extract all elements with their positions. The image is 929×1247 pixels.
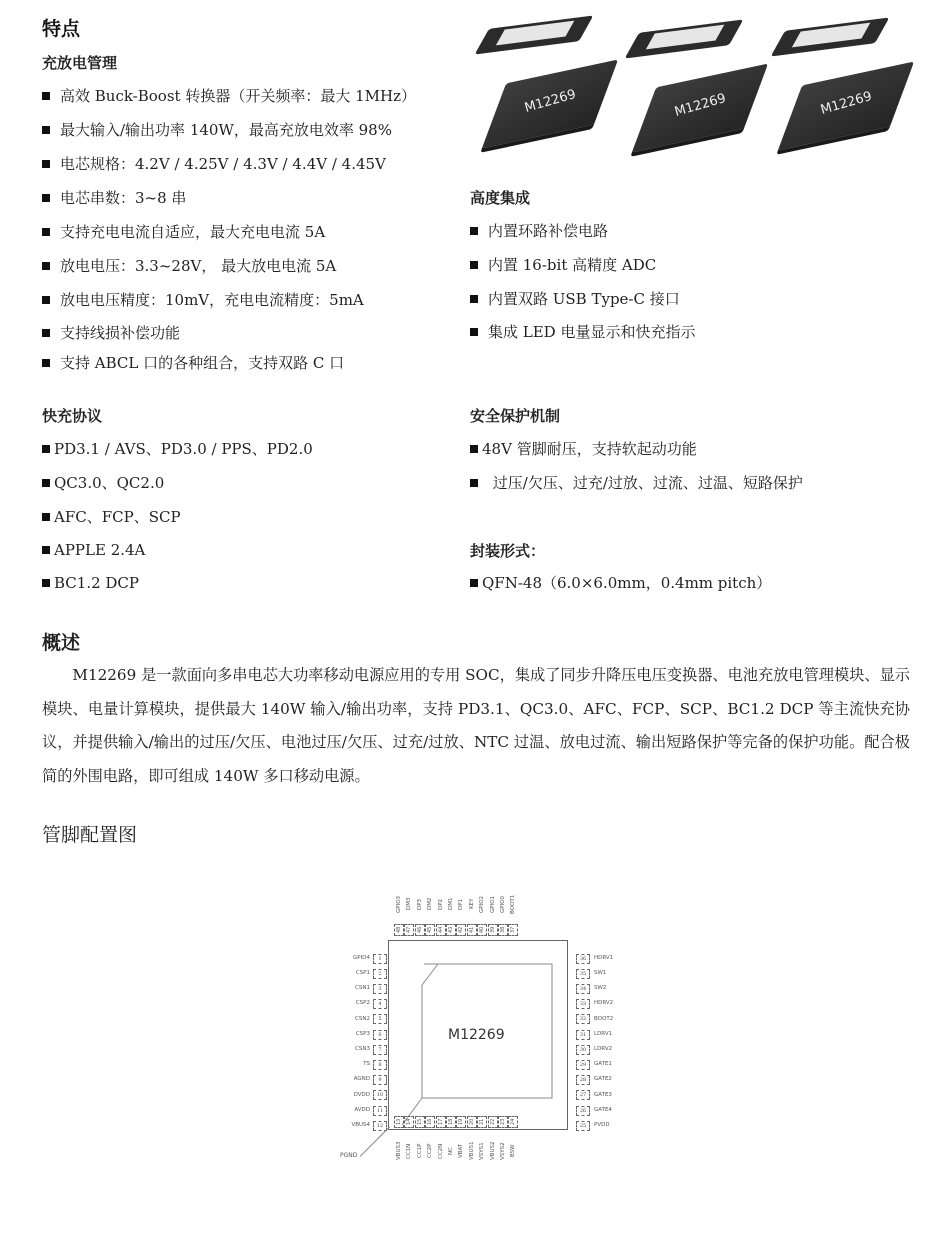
list-item: 过压/欠压、过充/过放、过流、过温、短路保护 bbox=[470, 473, 803, 507]
pin-col bbox=[508, 1116, 518, 1176]
bullet-icon bbox=[42, 329, 50, 337]
overview-paragraph: M12269 是一款面向多串电芯大功率移动电源应用的专用 SOC，集成了同步升降压电压变换器、电池充放电管理模块、显示模块、电量计算模块，提供最大 140W 输入/输出功率，支持 PD3.1、QC3.0、AFC、FCP、SCP、BC1.2 DCP 等主流快充协议，并提供输入/输出的过压/欠压、电池过压/欠压、过充/过放、NTC 过温、放电过流、输出短路保护等完备的保护功能。配合极简的外围电路，即可组成 140W 多口移动电源。 bbox=[42, 666, 910, 785]
pin-number: 22 bbox=[488, 1116, 498, 1128]
pin-col bbox=[436, 890, 446, 940]
pin-name: VBUS3 bbox=[396, 1141, 402, 1161]
bullet-icon bbox=[42, 513, 50, 521]
pin-number: 41 bbox=[467, 924, 477, 936]
pin-number: 33 bbox=[576, 999, 590, 1009]
pin-name: CSP3 bbox=[355, 1030, 370, 1037]
list-item: 内置环路补偿电路 bbox=[470, 221, 695, 255]
pin-number: 11 bbox=[373, 1106, 387, 1116]
charge-mgmt-list bbox=[42, 86, 416, 383]
pin-col bbox=[498, 890, 508, 940]
bullet-icon bbox=[470, 445, 478, 453]
pin-name: VSYS1 bbox=[479, 1142, 486, 1160]
bullet-icon bbox=[42, 296, 50, 304]
pin-name: SW2 bbox=[594, 985, 607, 992]
pin-number: 30 bbox=[576, 1045, 590, 1055]
pin-number: 47 bbox=[404, 924, 414, 936]
package-heading: 封装形式： bbox=[470, 542, 546, 560]
list-item: APPLE 2.4A bbox=[42, 540, 313, 573]
pin-name: GATE1 bbox=[594, 1061, 612, 1068]
pin-col bbox=[498, 1116, 508, 1176]
bullet-icon bbox=[470, 227, 478, 235]
pinout-title: 管脚配置图 bbox=[42, 824, 138, 846]
pin-col bbox=[508, 890, 518, 940]
pin-number: 39 bbox=[488, 924, 498, 936]
pin-name: CC1P bbox=[416, 1143, 423, 1159]
pin-number: 40 bbox=[477, 924, 487, 936]
pin-col bbox=[467, 1116, 477, 1176]
pin-name: GATE3 bbox=[594, 1091, 612, 1098]
pin-row bbox=[330, 1070, 388, 1085]
pin-name: CC1N bbox=[406, 1143, 413, 1159]
pin-name: GATE4 bbox=[594, 1106, 612, 1113]
pin-number: 32 bbox=[576, 1014, 590, 1024]
pin-name: DM3 bbox=[406, 897, 413, 911]
pin-row bbox=[330, 1024, 388, 1039]
pin-col bbox=[404, 1116, 414, 1176]
pin-row bbox=[576, 1039, 636, 1054]
pin-name: HDRV1 bbox=[594, 954, 614, 961]
bullet-icon bbox=[470, 479, 478, 487]
pin-name: GPIO1 bbox=[489, 895, 496, 913]
pin-number: 25 bbox=[576, 1121, 590, 1131]
features-title: 特点 bbox=[42, 18, 81, 40]
pin-col bbox=[456, 890, 466, 940]
bullet-icon bbox=[42, 92, 50, 100]
list-item: QC3.0、QC2.0 bbox=[42, 473, 313, 507]
pin-name: BOOT1 bbox=[510, 894, 517, 914]
list-item: 支持充电电流自适应，最大充电电流 5A bbox=[42, 222, 416, 256]
pin-number: 10 bbox=[373, 1090, 387, 1100]
list-item: 放电电压：3.3~28V， 最大放电电流 5A bbox=[42, 256, 416, 290]
chip-label: M12269 bbox=[448, 1027, 505, 1043]
pin-number: 17 bbox=[436, 1116, 446, 1128]
pin-name: CC2P bbox=[427, 1143, 434, 1159]
pin-row bbox=[576, 994, 636, 1009]
pin-number: 48 bbox=[394, 924, 404, 936]
pin-name: VBUS1 bbox=[468, 1141, 475, 1161]
pin-row bbox=[330, 948, 388, 963]
pin-name: GPIO0 bbox=[500, 895, 506, 913]
pin-col bbox=[446, 1116, 456, 1176]
pin-number: 23 bbox=[498, 1116, 508, 1128]
pin-col bbox=[488, 1116, 498, 1176]
pin-name: CSN2 bbox=[355, 1015, 370, 1022]
pin-row bbox=[330, 1009, 388, 1024]
pin-number: 35 bbox=[576, 969, 590, 979]
integration-list bbox=[470, 221, 695, 355]
pin-number: 3 bbox=[373, 984, 387, 994]
pin-col bbox=[467, 890, 477, 940]
list-item: BC1.2 DCP bbox=[42, 573, 313, 606]
bullet-icon bbox=[42, 262, 50, 270]
pin-col bbox=[425, 890, 435, 940]
pin-number: 43 bbox=[446, 924, 456, 936]
pin-name: VBAT bbox=[458, 1143, 465, 1159]
list-item: 集成 LED 电量显示和快充指示 bbox=[470, 322, 695, 355]
pin-name: VSYS2 bbox=[500, 1142, 506, 1160]
pin-name: BOOT2 bbox=[594, 1015, 614, 1022]
pin-row bbox=[576, 1054, 636, 1069]
pin-number: 36 bbox=[576, 954, 590, 964]
package-list bbox=[470, 573, 771, 603]
pin-number: 8 bbox=[373, 1060, 387, 1070]
bullet-icon bbox=[470, 579, 478, 587]
bullet-icon bbox=[470, 328, 478, 336]
pin-number: 12 bbox=[373, 1121, 387, 1131]
pin-col bbox=[436, 1116, 446, 1176]
list-item: 放电电压精度：10mV，充电电流精度：5mA bbox=[42, 290, 416, 323]
pin-row bbox=[330, 994, 388, 1009]
pin-name: BSW bbox=[510, 1144, 517, 1158]
pin-col bbox=[456, 1116, 466, 1176]
pin-name: LDRV1 bbox=[594, 1030, 613, 1037]
charge-mgmt-heading: 充放电管理 bbox=[42, 54, 118, 72]
pin-name: GPIO2 bbox=[479, 895, 486, 913]
pin-row bbox=[330, 1115, 388, 1130]
pin-row bbox=[330, 1054, 388, 1069]
list-item: 电芯规格：4.2V / 4.25V / 4.3V / 4.4V / 4.45V bbox=[42, 154, 416, 188]
chip-package-image bbox=[466, 4, 916, 150]
pin-number: 45 bbox=[425, 924, 435, 936]
pin-name: GATE2 bbox=[594, 1076, 612, 1083]
bullet-icon bbox=[42, 126, 50, 134]
pin-number: 31 bbox=[576, 1030, 590, 1040]
pin-row bbox=[576, 1024, 636, 1039]
pin-name: CSN3 bbox=[355, 1046, 370, 1053]
pin-name: LDRV2 bbox=[594, 1046, 613, 1053]
list-item: AFC、FCP、SCP bbox=[42, 507, 313, 540]
pin-number: 14 bbox=[404, 1116, 414, 1128]
bullet-icon bbox=[42, 194, 50, 202]
pin-name: GPIO4 bbox=[352, 954, 370, 961]
pin-number: 27 bbox=[576, 1090, 590, 1100]
overview-title: 概述 bbox=[42, 632, 81, 654]
pin-name: SW1 bbox=[594, 970, 607, 977]
bullet-icon bbox=[42, 228, 50, 236]
pin-name: PVDD bbox=[594, 1122, 610, 1129]
pin-row bbox=[330, 978, 388, 993]
pin-number: 16 bbox=[425, 1116, 435, 1128]
list-item: 支持线损补偿功能 bbox=[42, 323, 416, 353]
pin-name: DM2 bbox=[427, 897, 434, 911]
pin-number: 13 bbox=[394, 1116, 404, 1128]
pin-number: 46 bbox=[415, 924, 425, 936]
pin-name: GPIO3 bbox=[396, 895, 402, 913]
pin-row bbox=[576, 963, 636, 978]
pin-number: 44 bbox=[436, 924, 446, 936]
pin-col bbox=[446, 890, 456, 940]
pin-number: 34 bbox=[576, 984, 590, 994]
bullet-icon bbox=[42, 160, 50, 168]
pin-number: 42 bbox=[456, 924, 466, 936]
pin-name: DP2 bbox=[437, 898, 444, 910]
pin-col bbox=[425, 1116, 435, 1176]
pin-name: CSN1 bbox=[355, 985, 370, 992]
pin-name: AGND bbox=[353, 1076, 370, 1083]
pin-row bbox=[576, 1100, 636, 1115]
pin-col bbox=[394, 1116, 404, 1176]
pin-number: 5 bbox=[373, 1014, 387, 1024]
pin-name: NC bbox=[448, 1147, 454, 1155]
pin-col bbox=[477, 890, 487, 940]
fast-charge-heading: 快充协议 bbox=[42, 407, 103, 425]
pgnd-label: PGND bbox=[340, 1152, 358, 1159]
bullet-icon bbox=[470, 261, 478, 269]
pin-row bbox=[576, 1085, 636, 1100]
pin-number: 7 bbox=[373, 1045, 387, 1055]
pin-row bbox=[576, 948, 636, 963]
bullet-icon bbox=[42, 479, 50, 487]
integration-heading: 高度集成 bbox=[470, 189, 531, 207]
list-item: 内置 16-bit 高精度 ADC bbox=[470, 255, 695, 289]
pin-name: VBUS2 bbox=[489, 1141, 496, 1161]
pin-name: VBUS4 bbox=[351, 1122, 370, 1129]
pin-number: 38 bbox=[498, 924, 508, 936]
pin-col bbox=[394, 890, 404, 940]
pin-name: CSP2 bbox=[355, 1000, 370, 1007]
bullet-icon bbox=[42, 579, 50, 587]
pin-row bbox=[576, 978, 636, 993]
chip-illustration: M12269 bbox=[466, 4, 616, 150]
pin-name: HDRV2 bbox=[594, 1000, 614, 1007]
pin-number: 26 bbox=[576, 1106, 590, 1116]
fast-charge-list bbox=[42, 439, 313, 606]
pin-row bbox=[330, 1100, 388, 1115]
pin-name: CC2N bbox=[437, 1143, 444, 1159]
list-item: 电芯串数：3~8 串 bbox=[42, 188, 416, 222]
pin-row bbox=[576, 1115, 636, 1130]
chip-illustration: M12269 bbox=[762, 4, 912, 150]
pin-row bbox=[576, 1070, 636, 1085]
chip-illustration: M12269 bbox=[616, 4, 766, 150]
pin-row bbox=[330, 1085, 388, 1100]
pin-number: 21 bbox=[477, 1116, 487, 1128]
pin-col bbox=[477, 1116, 487, 1176]
pin-name: DVDD bbox=[353, 1091, 370, 1098]
bullet-icon bbox=[42, 546, 50, 554]
pin-number: 29 bbox=[576, 1060, 590, 1070]
pin-number: 28 bbox=[576, 1075, 590, 1085]
list-item: 支持 ABCL 口的各种组合，支持双路 C 口 bbox=[42, 353, 416, 383]
pin-number: 18 bbox=[446, 1116, 456, 1128]
pin-row bbox=[330, 1039, 388, 1054]
pin-number: 24 bbox=[508, 1116, 518, 1128]
pin-number: 9 bbox=[373, 1075, 387, 1085]
list-item: PD3.1 / AVS、PD3.0 / PPS、PD2.0 bbox=[42, 439, 313, 473]
pin-col bbox=[415, 890, 425, 940]
pin-row bbox=[330, 963, 388, 978]
pin-row bbox=[576, 1009, 636, 1024]
pin-name: CSP1 bbox=[355, 970, 370, 977]
pin-col bbox=[404, 890, 414, 940]
pin-number: 4 bbox=[373, 999, 387, 1009]
pin-name: AVDD bbox=[354, 1106, 370, 1113]
pin-number: 20 bbox=[467, 1116, 477, 1128]
pin-col bbox=[488, 890, 498, 940]
list-item: 内置双路 USB Type-C 接口 bbox=[470, 289, 695, 322]
list-item: 最大输入/输出功率 140W，最高充放电效率 98% bbox=[42, 120, 416, 154]
bullet-icon bbox=[42, 359, 50, 367]
pin-number: 19 bbox=[456, 1116, 466, 1128]
pin-diagram bbox=[330, 890, 630, 1190]
pin-name: TS bbox=[363, 1061, 370, 1068]
pin-number: 6 bbox=[373, 1030, 387, 1040]
pin-number: 37 bbox=[508, 924, 518, 936]
bullet-icon bbox=[42, 445, 50, 453]
pin-number: 1 bbox=[373, 954, 387, 964]
bullet-icon bbox=[470, 295, 478, 303]
list-item: 高效 Buck-Boost 转换器（开关频率：最大 1MHz） bbox=[42, 86, 416, 120]
pin-name: KEY bbox=[468, 898, 475, 910]
list-item: 48V 管脚耐压，支持软起动功能 bbox=[470, 439, 803, 473]
pin-name: DP1 bbox=[458, 898, 465, 910]
safety-list bbox=[470, 439, 803, 507]
safety-heading: 安全保护机制 bbox=[470, 407, 561, 425]
pin-name: DM1 bbox=[448, 897, 454, 911]
pin-number: 15 bbox=[415, 1116, 425, 1128]
list-item: QFN-48（6.0×6.0mm，0.4mm pitch） bbox=[470, 573, 771, 603]
pin-number: 2 bbox=[373, 969, 387, 979]
pin-col bbox=[415, 1116, 425, 1176]
pin-name: DP3 bbox=[416, 898, 423, 910]
